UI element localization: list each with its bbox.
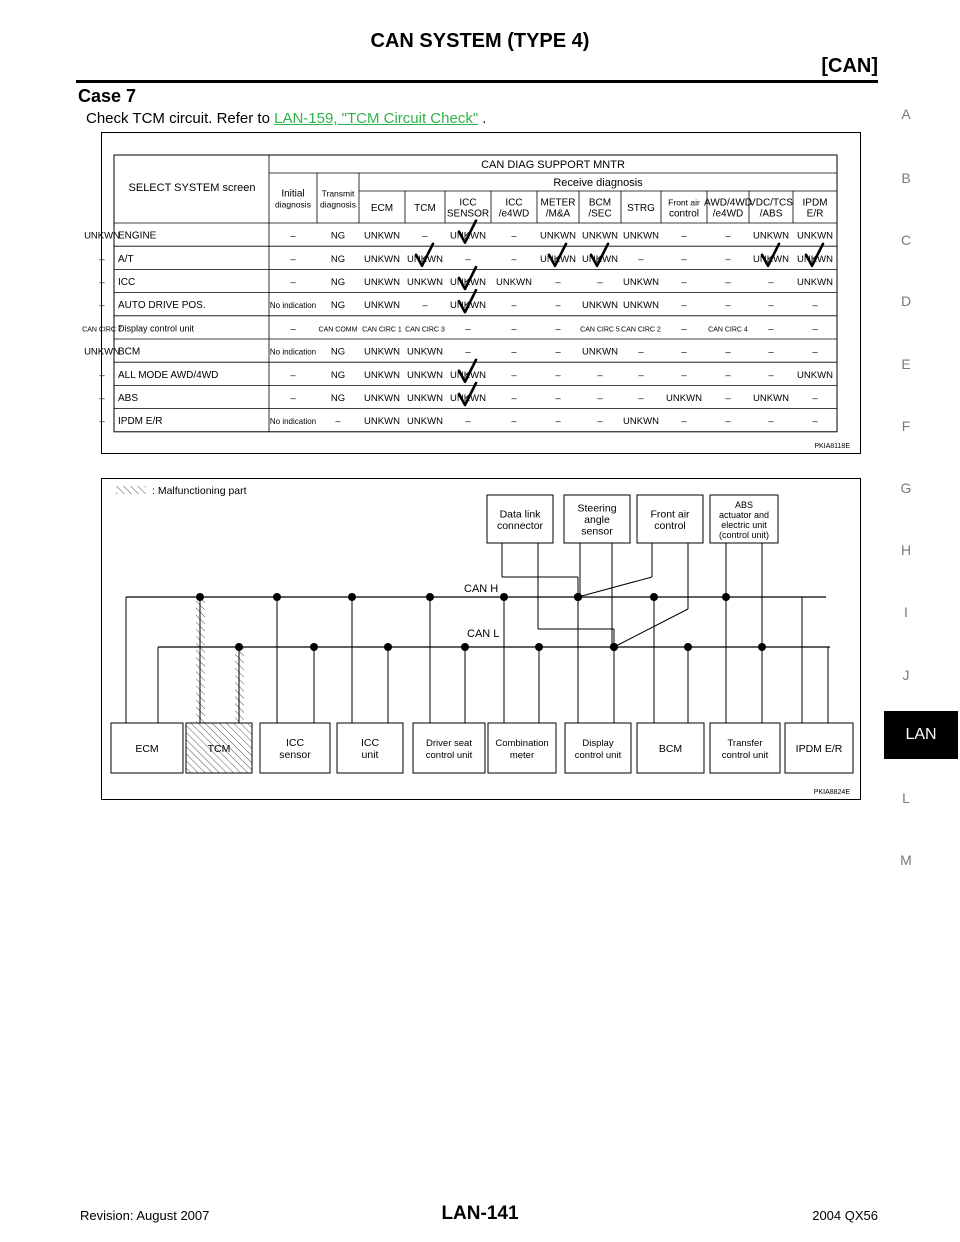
side-index-letter-i[interactable]: I: [904, 604, 908, 620]
table-cell: UNKWN: [450, 393, 486, 404]
table-cell: UNKWN: [540, 230, 576, 242]
column-header-vdc: VDC/TCS: [749, 197, 793, 209]
table-cell: UNKWN: [84, 230, 120, 242]
table-cell: –: [555, 277, 561, 288]
table-cell: –: [555, 369, 561, 381]
instruction-suffix: .: [478, 110, 487, 127]
table-cell: –: [335, 416, 341, 428]
can-l-junction: [310, 643, 318, 651]
table-cell: –: [555, 416, 561, 428]
revision-date: Revision: August 2007: [80, 1208, 210, 1223]
table-cell: CAN CIRC 5: [580, 326, 620, 334]
table-cell: CAN COMM: [318, 326, 358, 334]
table-cell: –: [99, 253, 105, 265]
table-cell: –: [638, 346, 644, 358]
table-cell: –: [511, 323, 517, 335]
table-cell: –: [555, 393, 561, 404]
system-row-label: Display control unit: [118, 323, 195, 334]
table-cell: NG: [330, 300, 346, 312]
table-cell: UNKWN: [364, 230, 400, 242]
bottom-unit-label: TCM: [207, 743, 231, 755]
table-cell: –: [555, 346, 561, 358]
top-unit-label: actuator and: [718, 510, 770, 520]
can-h-junction: [196, 593, 204, 601]
table-cell: NG: [330, 346, 346, 358]
table-cell: –: [597, 393, 603, 404]
table-cell: –: [812, 323, 818, 335]
table-cell: UNKWN: [84, 346, 120, 358]
can-h-junction: [500, 593, 508, 601]
table-cell: –: [511, 230, 517, 242]
table-cell: –: [290, 277, 296, 288]
table-cell: –: [725, 346, 731, 358]
table-cell: –: [812, 393, 818, 404]
table-cell: –: [99, 277, 105, 288]
can-l-junction: [535, 643, 543, 651]
table-cell: –: [768, 277, 774, 288]
table-cell: UNKWN: [407, 346, 443, 358]
column-header-icc_sensor: ICC: [459, 197, 477, 209]
table-cell: UNKWN: [797, 369, 833, 381]
system-row-label: ENGINE: [118, 230, 157, 242]
column-header-icc_e4wd: ICC: [505, 197, 523, 209]
case-heading: Case 7: [78, 86, 137, 106]
table-cell: –: [725, 416, 731, 428]
table-cell: UNKWN: [364, 393, 400, 404]
can-l-junction: [610, 643, 618, 651]
table-cell: UNKWN: [582, 300, 618, 312]
table-cell: –: [99, 300, 105, 312]
table-cell: –: [638, 253, 644, 265]
column-header-ipdm: IPDM: [802, 197, 828, 209]
table-cell: UNKWN: [450, 300, 486, 312]
table-title: CAN DIAG SUPPORT MNTR: [481, 159, 625, 171]
can-l-junction: [384, 643, 392, 651]
column-header-vdc: /ABS: [759, 208, 783, 220]
table-cell: –: [290, 323, 296, 335]
table-cell: CAN CIRC 1: [362, 326, 402, 334]
side-index-letter-b[interactable]: B: [901, 170, 911, 186]
table-cell: UNKWN: [582, 253, 618, 265]
malfunction-legend-label: : Malfunctioning part: [152, 485, 247, 497]
table-cell: –: [681, 416, 687, 428]
can-diag-table: [82, 133, 860, 453]
table-cell: –: [768, 346, 774, 358]
table-cell: UNKWN: [753, 230, 789, 242]
bottom-unit-label: unit: [361, 749, 379, 761]
bottom-unit-label: BCM: [658, 743, 683, 755]
column-header-ecm: ECM: [370, 203, 394, 214]
bottom-unit-label: meter: [509, 750, 535, 761]
column-header-strg: STRG: [627, 203, 655, 214]
can-wiring-diagram: [102, 479, 860, 799]
table-cell: –: [725, 300, 731, 312]
can-h-junction: [348, 593, 356, 601]
side-index-letter-l[interactable]: L: [902, 790, 910, 806]
table-cell: –: [768, 369, 774, 381]
top-unit-label: angle: [584, 514, 610, 526]
table-cell: UNKWN: [582, 346, 618, 358]
table-cell: –: [768, 416, 774, 428]
bottom-unit-label: Transfer: [727, 738, 763, 749]
column-header-ipdm: E/R: [806, 208, 824, 220]
table-cell: –: [812, 300, 818, 312]
table-cell: –: [290, 393, 296, 404]
side-index-letter-j[interactable]: J: [902, 667, 910, 683]
table-figure-code: PKIA8118E: [814, 443, 850, 450]
can-l-junction: [684, 643, 692, 651]
side-index-letter-h[interactable]: H: [900, 542, 912, 558]
bottom-unit-label: Display: [582, 738, 614, 749]
bottom-unit-label: control unit: [574, 750, 622, 761]
table-cell: UNKWN: [364, 346, 400, 358]
table-cell: –: [511, 369, 517, 381]
page-title: CAN SYSTEM (TYPE 4): [370, 30, 590, 52]
table-cell: UNKWN: [364, 277, 400, 288]
column-header-meter: METER: [540, 197, 576, 209]
column-header-initial: Initial: [281, 188, 305, 200]
table-cell: –: [638, 369, 644, 381]
table-cell: –: [812, 346, 818, 358]
table-cell: No indication: [269, 301, 317, 311]
table-cell: UNKWN: [407, 369, 443, 381]
top-unit-label: Steering: [577, 502, 617, 515]
can-h-junction: [426, 593, 434, 601]
table-cell: UNKWN: [797, 253, 833, 265]
table-cell: UNKWN: [540, 253, 576, 265]
table-cell: UNKWN: [753, 253, 789, 265]
table-cell: UNKWN: [623, 300, 659, 312]
table-cell: –: [681, 230, 687, 242]
table-cell: NG: [330, 277, 346, 288]
table-cell: –: [465, 416, 471, 428]
system-row-label: ICC: [118, 277, 136, 288]
bottom-unit-label: ICC: [360, 737, 380, 749]
top-unit-label: control: [654, 519, 686, 532]
vehicle-model: 2004 QX56: [812, 1208, 878, 1223]
table-cell: –: [511, 393, 517, 404]
table-cell: –: [511, 346, 517, 358]
table-cell: –: [812, 416, 818, 428]
table-cell: –: [511, 416, 517, 428]
table-cell: –: [290, 253, 296, 265]
header-divider: [76, 80, 878, 83]
instruction-text: [86, 110, 486, 127]
column-header-bcm: BCM: [588, 197, 612, 209]
table-cell: –: [681, 253, 687, 265]
table-cell: –: [555, 323, 561, 335]
table-cell: –: [725, 277, 731, 288]
column-header-transmit: Transmit: [321, 188, 355, 199]
table-cell: –: [422, 300, 428, 312]
can-wiring-diagram-figure: [101, 478, 861, 800]
table-cell: UNKWN: [623, 230, 659, 242]
instruction-prefix: Check TCM circuit. Refer to: [86, 110, 275, 127]
system-row-label: ALL MODE AWD/4WD: [118, 369, 219, 381]
table-cell: –: [290, 369, 296, 381]
bottom-unit-label: Combination: [495, 738, 549, 749]
bottom-unit-label: control unit: [721, 750, 769, 761]
can-h-label: CAN H: [464, 583, 499, 595]
table-cell: –: [465, 346, 471, 358]
table-cell: UNKWN: [753, 393, 789, 404]
column-header-front_air: Front air: [668, 197, 700, 208]
table-cell: UNKWN: [623, 416, 659, 428]
can-h-junction: [650, 593, 658, 601]
column-header-initial: diagnosis: [275, 199, 311, 210]
table-cell: UNKWN: [797, 277, 833, 288]
table-cell: –: [597, 277, 603, 288]
table-cell: CAN CIRC 7: [82, 326, 122, 334]
column-header-icc_sensor: SENSOR: [446, 208, 490, 220]
column-header-transmit: diagnosis: [320, 199, 356, 210]
table-cell: –: [511, 253, 517, 265]
column-header-awd: /e4WD: [712, 208, 744, 220]
table-cell: –: [768, 323, 774, 335]
top-unit-label: sensor: [581, 525, 613, 538]
table-cell: NG: [330, 230, 346, 242]
side-index-letter-f[interactable]: F: [901, 418, 911, 434]
bottom-unit-label: Driver seat: [426, 738, 472, 749]
column-header-bcm: /SEC: [588, 208, 612, 220]
table-cell: –: [681, 369, 687, 381]
table-cell: UNKWN: [666, 393, 702, 404]
receive-diagnosis-label: Receive diagnosis: [553, 177, 643, 189]
table-cell: –: [725, 393, 731, 404]
tcm-circuit-check-link[interactable]: LAN-159, "TCM Circuit Check": [274, 110, 479, 127]
column-header-icc_e4wd: /e4WD: [498, 208, 530, 220]
top-unit-label: Data link: [499, 508, 541, 521]
can-l-label: CAN L: [467, 628, 500, 640]
table-cell: UNKWN: [364, 369, 400, 381]
table-cell: –: [511, 300, 517, 312]
top-unit-label: Front air: [650, 508, 690, 521]
table-cell: –: [555, 300, 561, 312]
table-cell: –: [290, 230, 296, 242]
table-cell: –: [99, 416, 105, 428]
table-cell: CAN CIRC 3: [405, 326, 445, 334]
malfunction-legend-swatch: [116, 486, 146, 494]
can-l-junction: [235, 643, 243, 651]
column-header-awd: AWD/4WD: [704, 197, 752, 209]
table-cell: –: [768, 300, 774, 312]
can-h-junction: [273, 593, 281, 601]
system-row-label: IPDM E/R: [118, 416, 163, 428]
table-cell: –: [465, 253, 471, 265]
table-cell: UNKWN: [407, 393, 443, 404]
system-row-label: A/T: [118, 253, 134, 265]
page-number: LAN-141: [441, 1203, 519, 1224]
table-cell: –: [681, 300, 687, 312]
table-cell: –: [638, 393, 644, 404]
table-cell: UNKWN: [407, 416, 443, 428]
table-cell: –: [681, 277, 687, 288]
bottom-unit-label: sensor: [279, 749, 311, 761]
wire: [578, 577, 652, 597]
table-cell: CAN CIRC 2: [621, 326, 661, 334]
table-cell: –: [99, 369, 105, 381]
table-cell: –: [465, 323, 471, 335]
table-cell: UNKWN: [407, 253, 443, 265]
table-cell: UNKWN: [623, 277, 659, 288]
side-index-letter-a[interactable]: A: [901, 106, 911, 122]
wire: [614, 609, 688, 647]
table-cell: No indication: [269, 417, 317, 427]
bottom-unit-label: control unit: [425, 750, 473, 761]
table-cell: –: [597, 416, 603, 428]
top-unit-label: connector: [496, 519, 544, 532]
system-row-label: BCM: [118, 346, 141, 358]
table-cell: UNKWN: [364, 253, 400, 265]
bottom-unit-label: ICC: [285, 737, 305, 749]
bottom-unit-label: ECM: [135, 743, 159, 755]
table-cell: UNKWN: [364, 300, 400, 312]
table-cell: UNKWN: [450, 277, 486, 288]
table-cell: NG: [330, 393, 346, 404]
side-index-letter-c[interactable]: C: [900, 232, 912, 248]
table-cell: NG: [330, 369, 346, 381]
side-index-letter-m[interactable]: M: [900, 852, 912, 868]
side-index-tab-lan[interactable]: LAN: [884, 711, 958, 759]
table-cell: UNKWN: [582, 230, 618, 242]
table-cell: NG: [330, 253, 346, 265]
table-cell: –: [681, 323, 687, 335]
wiring-figure-code: PKIA8824E: [813, 789, 850, 796]
table-cell: –: [422, 230, 428, 242]
table-cell: CAN CIRC 4: [708, 326, 748, 334]
table-cell: No indication: [269, 347, 317, 357]
side-index-letter-g[interactable]: G: [900, 480, 912, 496]
top-unit-label: electric unit: [721, 520, 767, 530]
table-corner-label: SELECT SYSTEM screen: [128, 182, 256, 194]
section-tag: [CAN]: [821, 55, 878, 77]
table-cell: –: [597, 369, 603, 381]
system-row-label: ABS: [118, 393, 139, 404]
table-cell: UNKWN: [364, 416, 400, 428]
table-cell: –: [725, 230, 731, 242]
side-index-letter-e[interactable]: E: [901, 356, 911, 372]
column-header-meter: /M&A: [545, 208, 571, 220]
table-cell: UNKWN: [797, 230, 833, 242]
bottom-unit-label: IPDM E/R: [795, 743, 843, 755]
table-cell: UNKWN: [450, 230, 486, 242]
table-cell: UNKWN: [407, 277, 443, 288]
can-h-junction: [574, 593, 582, 601]
table-cell: UNKWN: [450, 369, 486, 381]
top-unit-label: ABS: [734, 500, 754, 510]
table-cell: UNKWN: [496, 277, 532, 288]
table-cell: –: [725, 369, 731, 381]
system-row-label: AUTO DRIVE POS.: [118, 300, 206, 312]
can-l-junction: [461, 643, 469, 651]
table-cell: –: [725, 253, 731, 265]
can-diag-table-figure: [82, 132, 861, 454]
column-header-tcm: TCM: [414, 203, 436, 214]
table-cell: –: [99, 393, 105, 404]
side-index-letter-d[interactable]: D: [900, 293, 912, 309]
table-cell: –: [681, 346, 687, 358]
top-unit-label: (control unit): [718, 530, 770, 540]
column-header-front_air: control: [668, 208, 700, 220]
